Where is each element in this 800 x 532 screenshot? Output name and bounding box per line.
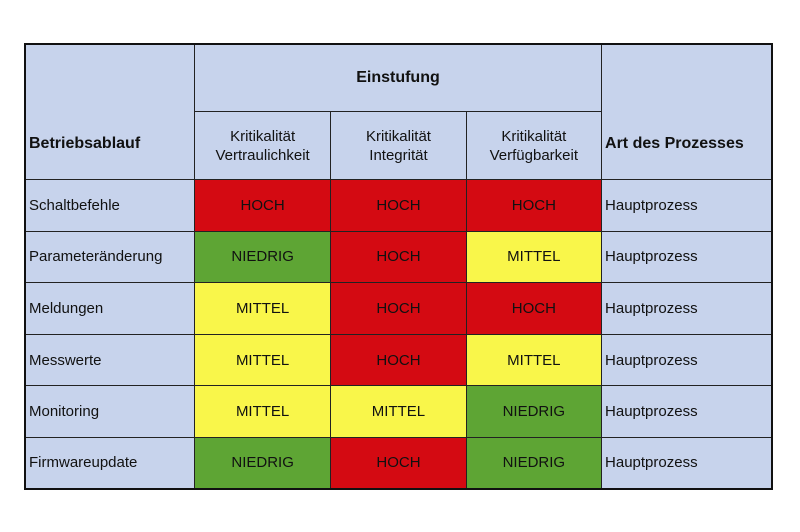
rating-cell: MITTEL — [331, 386, 466, 438]
subheader-line2: Integrität — [369, 146, 428, 164]
rating-cell: MITTEL — [194, 283, 330, 335]
table-row — [25, 334, 772, 386]
header-betriebsablauf: Betriebsablauf — [25, 44, 194, 180]
process-name-cell: Parameteränderung — [25, 231, 194, 283]
subheader-line1: Kritikalität — [365, 127, 431, 145]
table-row — [25, 283, 772, 335]
criticality-table — [24, 43, 773, 490]
header-einstufung: Einstufung — [194, 44, 601, 112]
table-row — [25, 231, 772, 283]
rating-cell: MITTEL — [194, 334, 330, 386]
rating-cell: MITTEL — [466, 334, 601, 386]
rating-cell: HOCH — [466, 180, 601, 232]
table-row — [25, 437, 772, 489]
subheader-line1: Kritikalität — [501, 127, 567, 145]
subheader-line1: Kritikalität — [230, 127, 296, 145]
rating-cell: NIEDRIG — [466, 437, 601, 489]
rating-cell: HOCH — [331, 437, 466, 489]
process-type-cell: Hauptprozess — [602, 437, 772, 489]
subheader-line2: Verfügbarkeit — [489, 146, 579, 164]
rating-cell: HOCH — [466, 283, 601, 335]
process-name-cell: Firmwareupdate — [25, 437, 194, 489]
rating-cell: HOCH — [331, 334, 466, 386]
process-name-cell: Monitoring — [25, 386, 194, 438]
table-body — [25, 180, 772, 489]
rating-cell: NIEDRIG — [194, 437, 330, 489]
subheader-line2: Vertraulichkeit — [215, 146, 310, 164]
header-kritikalitaet-integritaet — [331, 112, 466, 180]
rating-cell: MITTEL — [194, 386, 330, 438]
rating-cell: HOCH — [331, 180, 466, 232]
rating-cell: MITTEL — [466, 231, 601, 283]
process-type-cell: Hauptprozess — [602, 386, 772, 438]
process-type-cell: Hauptprozess — [602, 180, 772, 232]
process-name-cell: Schaltbefehle — [25, 180, 194, 232]
table-container — [24, 43, 773, 490]
rating-cell: NIEDRIG — [194, 231, 330, 283]
header-kritikalitaet-vertraulichkeit — [194, 112, 330, 180]
header-art-des-prozesses: Art des Prozesses — [602, 44, 772, 180]
rating-cell: NIEDRIG — [466, 386, 601, 438]
header-row-group — [25, 44, 772, 112]
header-kritikalitaet-verfuegbarkeit — [466, 112, 601, 180]
process-type-cell: Hauptprozess — [602, 231, 772, 283]
process-name-cell: Meldungen — [25, 283, 194, 335]
rating-cell: HOCH — [331, 231, 466, 283]
table-row — [25, 386, 772, 438]
table-row — [25, 180, 772, 232]
process-type-cell: Hauptprozess — [602, 334, 772, 386]
rating-cell: HOCH — [331, 283, 466, 335]
process-type-cell: Hauptprozess — [602, 283, 772, 335]
rating-cell: HOCH — [194, 180, 330, 232]
process-name-cell: Messwerte — [25, 334, 194, 386]
